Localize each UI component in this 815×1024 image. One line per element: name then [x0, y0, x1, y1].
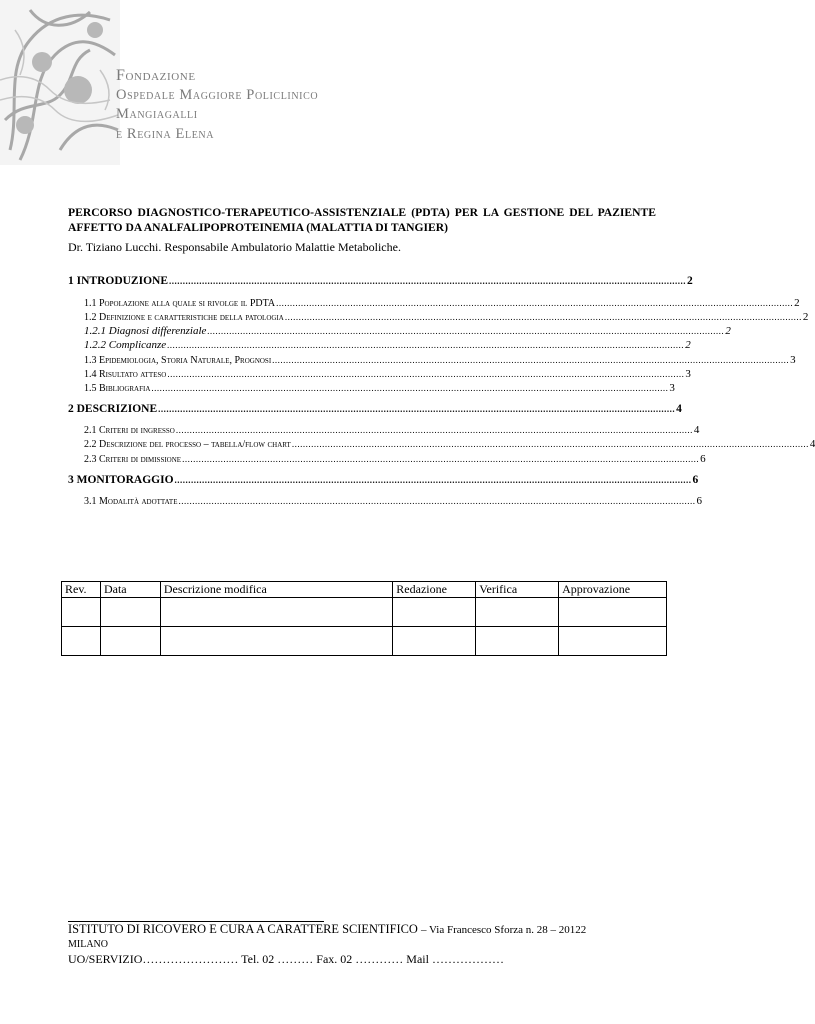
table-cell [393, 627, 476, 656]
table-cell [62, 627, 101, 656]
logo-line-1: Fondazione [116, 67, 196, 84]
header-redazione: Redazione [393, 582, 476, 598]
toc-entry-label: 2.3 Criteri di dimissione [84, 454, 182, 465]
toc-leader: ............................................................................................................................................................................................ [169, 276, 687, 286]
toc-leader: ............................................................................................................................................................................................ [207, 326, 725, 336]
toc-entry-page: 2 [685, 339, 691, 351]
toc-leader: ............................................................................................................................................................................................ [167, 340, 685, 350]
toc-leader: ............................................................................................................................................................................................ [167, 369, 685, 379]
footer-institute-line [68, 922, 586, 937]
table-cell [559, 598, 667, 627]
toc-leader: ............................................................................................................................................................................................ [276, 298, 794, 308]
toc-entry[interactable] [68, 438, 815, 450]
toc-entry-page: 2 [794, 297, 800, 309]
toc-entry-page: 3 [669, 382, 675, 394]
toc-entry-page: 3 [790, 354, 796, 366]
toc-entry-label: 3.1 Modalità adottate [84, 496, 178, 507]
document-title: PERCORSO DIAGNOSTICO-TERAPEUTICO-ASSISTENZIALE (PDTA) PER LA GESTIONE DEL PAZIENTE AFFETTO DA ANALFALIPOPROTEINEMIA (MALATTIA DI TANGIER) [68, 206, 656, 234]
toc-entry[interactable] [68, 453, 706, 465]
footer-address: – Via Francesco Sforza n. 28 – 20122 [420, 924, 587, 936]
toc-entry[interactable] [68, 325, 731, 337]
toc-entry[interactable] [68, 354, 796, 366]
footer-institute: ISTITUTO DI RICOVERO E CURA A CARATTERE SCIENTIFICO [68, 922, 418, 936]
toc-leader: ............................................................................................................................................................................................ [284, 312, 802, 322]
table-cell [393, 598, 476, 627]
toc-entry-label: 2.2 Descrizione del processo – tabella/flow chart [84, 439, 291, 450]
table-cell [100, 598, 160, 627]
table-cell [160, 627, 392, 656]
foundation-logo-emblem [0, 0, 120, 165]
table-cell [476, 598, 559, 627]
toc-entry-page: 6 [700, 453, 706, 465]
toc-entry-page: 4 [676, 403, 682, 415]
logo-line-4: e Regina Elena [116, 125, 215, 142]
toc-entry-page: 6 [696, 495, 702, 507]
toc-entry-page: 2 [802, 311, 809, 323]
toc-leader: ............................................................................................................................................................................................ [182, 454, 700, 464]
toc-entry-page: 2 [687, 275, 693, 287]
footer-contacts: UO/SERVIZIO…………………… Tel. 02 ……… Fax. 02 ………… Mail ……………… [68, 952, 504, 966]
document-author: Dr. Tiziano Lucchi. Responsabile Ambulatorio Malattie Metaboliche. [68, 240, 401, 254]
toc-entry-label: 1.2.2 Complicanze [84, 339, 167, 351]
toc-leader: ............................................................................................................................................................................................ [175, 425, 693, 435]
logo-line-3: Mangiagalli [116, 106, 198, 122]
table-cell [160, 598, 392, 627]
toc-entry-label: 1 INTRODUZIONE [68, 275, 169, 287]
toc-leader: ............................................................................................................................................................................................ [272, 355, 790, 365]
toc-entry-page: 2 [725, 325, 731, 337]
toc-entry[interactable] [68, 339, 691, 351]
toc-entry[interactable] [68, 382, 675, 394]
toc-entry[interactable] [68, 403, 682, 415]
toc-entry-label: 2 DESCRIZIONE [68, 403, 158, 415]
revision-table [61, 581, 667, 656]
header-approvazione: Approvazione [559, 582, 667, 598]
table-cell [559, 627, 667, 656]
table-cell [476, 627, 559, 656]
toc-leader: ............................................................................................................................................................................................ [178, 496, 696, 506]
toc-entry[interactable] [68, 297, 800, 309]
toc-entry-label: 2.1 Criteri di ingresso [84, 425, 175, 436]
toc-entry[interactable] [68, 311, 809, 323]
toc-entry-label: 1.5 Bibliografia [84, 383, 151, 394]
foundation-logo-text [116, 66, 318, 144]
toc-entry-page: 3 [685, 368, 691, 380]
footer-city: MILANO [68, 939, 108, 950]
toc-leader: ............................................................................................................................................................................................ [291, 439, 809, 449]
table-header-row [62, 582, 667, 598]
toc-entry-label: 1.4 Risultato atteso [84, 369, 167, 380]
toc-entry-label: 3 MONITORAGGIO [68, 474, 174, 486]
table-row [62, 627, 667, 656]
toc-entry-label: 1.2.1 Diagnosi differenziale [84, 325, 207, 337]
toc-entry[interactable] [68, 495, 702, 507]
toc-entry-label: 1.2 Definizione e caratteristiche della patologia [84, 312, 284, 323]
header-rev: Rev. [62, 582, 101, 598]
header-verifica: Verifica [476, 582, 559, 598]
toc-leader: ............................................................................................................................................................................................ [174, 475, 692, 485]
toc-entry-label: 1.3 Epidemiologia, Storia Naturale, Prognosi [84, 355, 272, 366]
toc-entry-page: 4 [693, 424, 700, 436]
toc-entry-label: 1.1 Popolazione alla quale si rivolge il PDTA [84, 298, 276, 309]
toc-entry-page: 4 [809, 438, 815, 450]
toc-entry[interactable] [68, 368, 691, 380]
table-cell [100, 627, 160, 656]
table-row [62, 598, 667, 627]
toc-entry[interactable] [68, 275, 693, 287]
toc-entry[interactable] [68, 474, 699, 486]
header-data: Data [100, 582, 160, 598]
toc-leader: ............................................................................................................................................................................................ [158, 404, 676, 414]
logo-line-2: Ospedale Maggiore Policlinico [116, 86, 319, 103]
toc-leader: ............................................................................................................................................................................................ [151, 383, 669, 393]
toc-entry-page: 6 [692, 474, 699, 486]
table-cell [62, 598, 101, 627]
header-descrizione: Descrizione modifica [160, 582, 392, 598]
toc-entry[interactable] [68, 424, 700, 436]
